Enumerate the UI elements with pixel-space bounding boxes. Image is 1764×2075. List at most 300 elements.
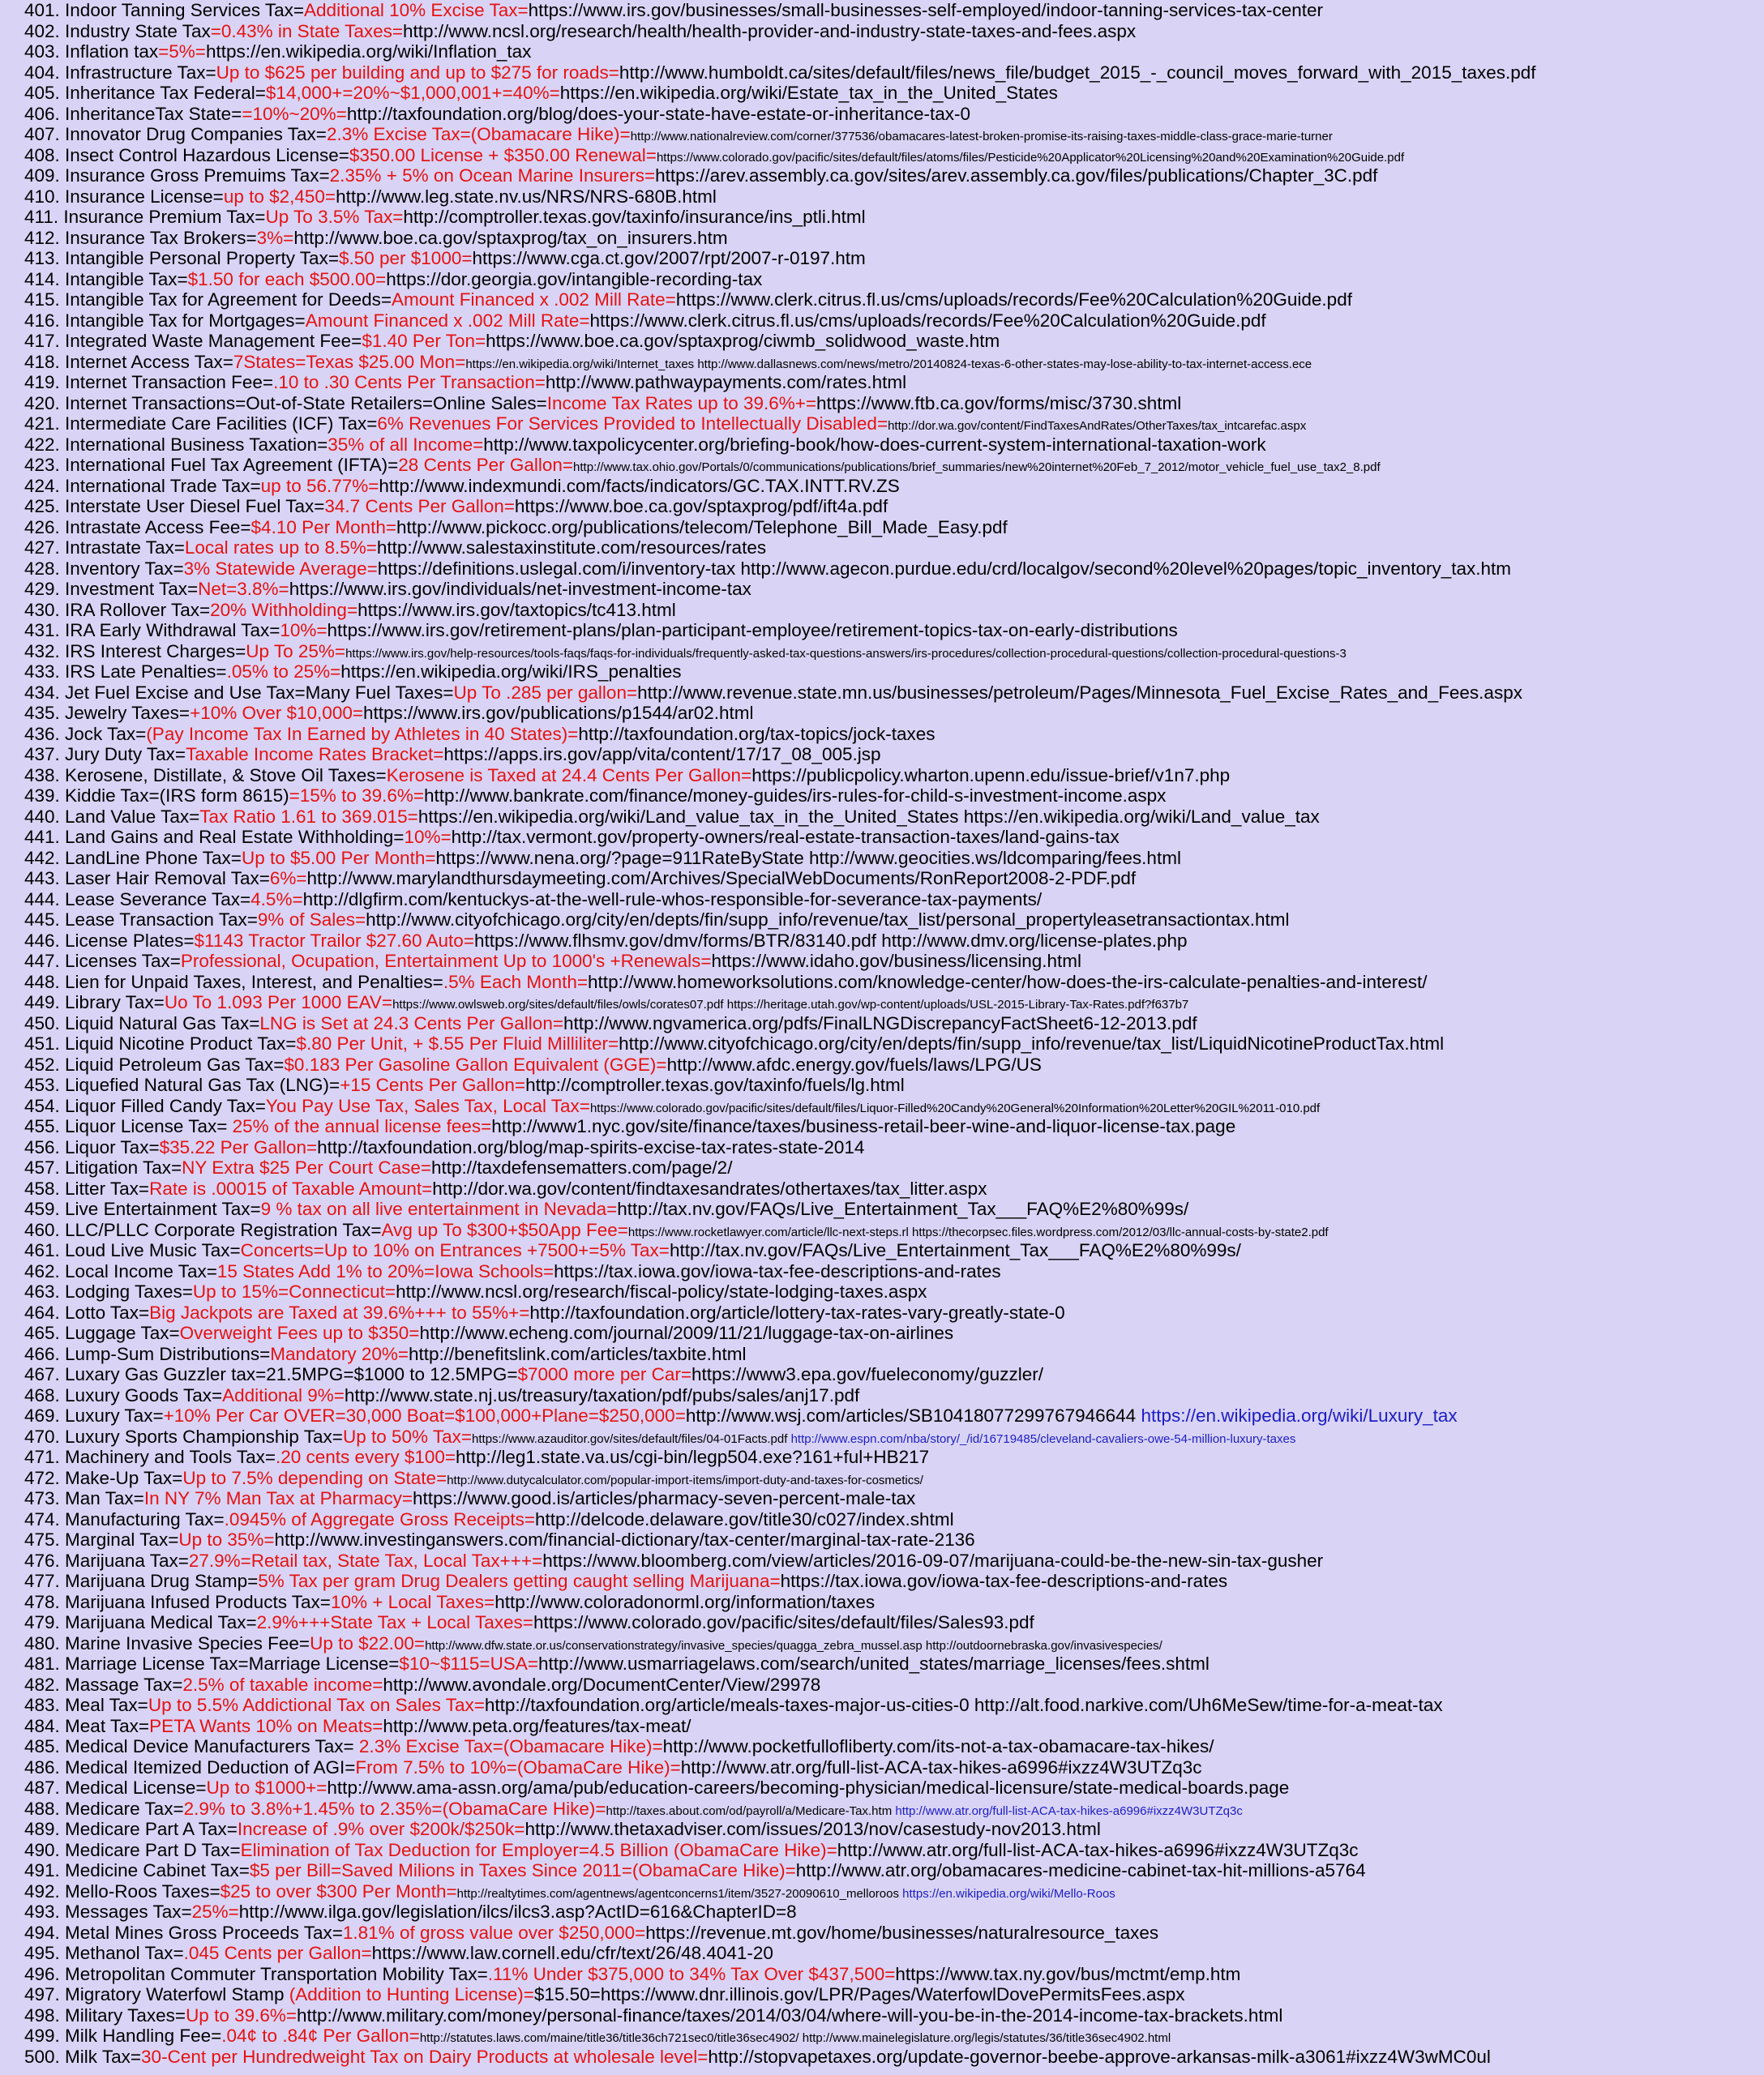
item-number: 474. — [24, 1508, 66, 1530]
item-number: 421. — [24, 413, 66, 434]
list-item — [24, 889, 1758, 910]
item-link[interactable]: http://tax.nv.gov/FAQs/Live_Entertainment_Tax___FAQ%E2%80%99s/ — [669, 1240, 1241, 1260]
item-rate: 2.35% + 5% on Ocean Marine Insurers= — [329, 165, 656, 186]
item-text: Local Income Tax= — [65, 1260, 217, 1281]
item-link[interactable]: http://www.espn.com/nba/story/_/id/16719485/cleveland-cavaliers-owe-54-million-luxury-taxes — [790, 1431, 1296, 1446]
list-item — [24, 1405, 1758, 1427]
item-link[interactable]: http://leg1.state.va.us/cgi-bin/legp504.exe?161+ful+HB217 — [456, 1447, 930, 1467]
item-text: Litigation Tax= — [65, 1157, 182, 1178]
item-rate: Local rates up to 8.5%= — [184, 537, 377, 558]
list-item — [24, 972, 1758, 993]
item-rate: Amount Financed x .002 Mill Rate= — [392, 289, 676, 310]
item-link[interactable]: http://www.bankrate.com/finance/money-guides/irs-rules-for-child-s-investment-income.aspx — [424, 785, 1167, 806]
item-rate: .11% Under $375,000 to 34% Tax Over $437,500= — [487, 1963, 896, 1984]
item-text: Marijuana Medical Tax= — [65, 1612, 257, 1632]
item-link[interactable]: https://www.tax.ny.gov/bus/mctmt/emp.htm — [895, 1963, 1241, 1984]
item-text: Investment Tax= — [65, 579, 199, 599]
item-rate: 25%= — [191, 1902, 239, 1922]
item-number: 449. — [24, 992, 66, 1012]
item-link[interactable]: http://www.marylandthursdaymeeting.com/Archives/SpecialWebDocuments/RonReport2008-2-PDF.pdf — [306, 868, 1137, 888]
item-link[interactable]: https://en.wikipedia.org/wiki/Internet_taxes http://www.dallasnews.com/news/metro/20140824-texas-6-other-states-may-lose-ability-to-tax-internet-access.ece — [465, 357, 1312, 371]
item-number: 489. — [24, 1819, 66, 1839]
item-link[interactable]: https://www.colorado.gov/pacific/sites/default/files/Sales93.pdf — [533, 1612, 1034, 1632]
item-text: Loud Live Music Tax= — [65, 1240, 241, 1260]
item-rate: +10% Over $10,000= — [190, 703, 363, 723]
item-link[interactable]: http://www.ama-assn.org/ama/pub/education-careers/becoming-physician/medical-licensure/state-medical-boards.page — [327, 1778, 1290, 1798]
item-link[interactable]: https://en.wikipedia.org/wiki/Inflation_tax — [205, 41, 532, 62]
item-link[interactable]: https://www.flhsmv.gov/dmv/forms/BTR/83140.pdf http://www.dmv.org/license-plates.php — [473, 930, 1188, 951]
item-number: 488. — [24, 1798, 66, 1819]
item-number: 472. — [24, 1467, 66, 1488]
item-number: 490. — [24, 1839, 66, 1860]
item-rate: 15 States Add 1% to 20%=Iowa Schools= — [216, 1260, 554, 1281]
item-rate: Up To 3.5% Tax= — [265, 207, 404, 227]
item-rate: up to $2,450= — [223, 186, 336, 207]
item-rate: In NY 7% Man Tax at Pharmacy= — [143, 1488, 413, 1508]
item-text: Jet Fuel Excise and Use Tax=Many Fuel Taxes= — [65, 682, 454, 703]
item-link[interactable]: http://tax.vermont.gov/property-owners/real-estate-transaction-taxes/land-gains-tax — [451, 827, 1120, 847]
item-rate: NY Extra $25 Per Court Case= — [182, 1157, 431, 1178]
item-rate: 6%= — [269, 868, 307, 888]
item-number: 435. — [24, 703, 66, 723]
item-number: 485. — [24, 1736, 66, 1756]
item-number: 468. — [24, 1384, 66, 1405]
item-link[interactable]: http://www.state.nj.us/treasury/taxation/pdf/pubs/sales/anj17.pdf — [344, 1384, 860, 1405]
item-rate: 2.5% of taxable income= — [182, 1674, 383, 1695]
item-number: 455. — [24, 1116, 66, 1136]
list-item — [24, 1964, 1758, 1985]
item-text: Lump-Sum Distributions= — [65, 1343, 271, 1364]
item-number: 403. — [24, 41, 66, 62]
list-item — [24, 1902, 1758, 1923]
item-link[interactable]: http://realtytimes.com/agentnews/agentconcerns1/item/3527-20090610_melloroos — [456, 1886, 903, 1901]
item-number: 454. — [24, 1095, 66, 1116]
item-text: Licenses Tax= — [65, 951, 181, 971]
item-link[interactable]: https://www.law.cornell.edu/cfr/text/26/48.4041-20 — [371, 1943, 773, 1963]
item-link[interactable]: http://dor.wa.gov/content/FindTaxesAndRates/OtherTaxes/tax_intcarefac.aspx — [888, 419, 1307, 433]
item-text: International Fuel Tax Agreement (IFTA)= — [65, 455, 399, 475]
item-link[interactable]: https://www.clerk.citrus.fl.us/cms/uploads/records/Fee%20Calculation%20Guide.pdf — [675, 289, 1352, 310]
item-rate: Concerts=Up to 10% on Entrances +7500+=5% Tax= — [240, 1240, 670, 1260]
item-rate: 2.9% to 3.8%+1.45% to 2.35%=(ObamaCare Hike)= — [183, 1798, 606, 1819]
item-rate: 25% of the annual license fees= — [227, 1116, 492, 1136]
item-number: 442. — [24, 847, 66, 868]
item-link[interactable]: https://www.idaho.gov/business/licensing.html — [711, 951, 1082, 971]
item-text: Make-Up Tax= — [65, 1467, 183, 1488]
list-item — [24, 868, 1758, 889]
item-text: IRS Interest Charges= — [65, 640, 246, 661]
list-item — [24, 1551, 1758, 1572]
item-link[interactable]: http://www.military.com/money/personal-finance/taxes/2014/03/04/where-will-you-be-in-the-2014-income-tax-brackets.html — [297, 2004, 1283, 2026]
item-number: 493. — [24, 1902, 66, 1922]
item-number: 406. — [24, 103, 66, 124]
item-link[interactable]: http://www.humboldt.ca/sites/default/files/news_file/budget_2015_-_council_moves_forward_with_2015_taxes.pdf — [619, 62, 1536, 83]
item-number: 470. — [24, 1426, 66, 1447]
item-link[interactable]: http://taxfoundation.org/blog/map-spirits-excise-tax-rates-state-2014 — [317, 1136, 865, 1157]
item-rate: 3% Statewide Average= — [183, 558, 378, 579]
item-rate: Professional, Ocupation, Entertainment Up to 1000's +Renewals= — [180, 951, 712, 971]
item-text: Laser Hair Removal Tax= — [65, 868, 270, 888]
list-item — [24, 1033, 1758, 1055]
item-text: Land Value Tax= — [65, 806, 200, 827]
item-link[interactable]: http://taxfoundation.org/article/lottery-tax-rates-vary-greatly-state-0 — [529, 1302, 1065, 1323]
item-number: 500. — [24, 2046, 66, 2067]
item-link[interactable]: https://en.wikipedia.org/wiki/Mello-Roos — [902, 1886, 1115, 1901]
list-item — [24, 2005, 1758, 2026]
item-number: 420. — [24, 392, 66, 413]
item-link[interactable]: http://www.revenue.state.mn.us/businesses/petroleum/Pages/Minnesota_Fuel_Excise_Rates_and_Fees.aspx — [637, 682, 1522, 703]
item-number: 461. — [24, 1240, 66, 1260]
item-rate: $25 to over $300 Per Month= — [220, 1880, 457, 1902]
list-item — [24, 331, 1758, 352]
item-link[interactable]: https://tax.iowa.gov/iowa-tax-fee-descriptions-and-rates — [554, 1260, 1001, 1281]
item-link[interactable]: https://arev.assembly.ca.gov/sites/arev.assembly.ca.gov/files/publications/Chapter_3C.pdf — [655, 165, 1378, 186]
item-link[interactable]: http://taxfoundation.org/blog/does-your-state-have-estate-or-inheritance-tax-0 — [346, 103, 970, 124]
list-item — [24, 1055, 1758, 1076]
item-rate: 30-Cent per Hundredweight Tax on Dairy Products at wholesale level= — [141, 2046, 709, 2067]
item-link[interactable]: http://comptroller.texas.gov/taxinfo/fuels/lg.html — [525, 1075, 905, 1095]
item-text: Marine Invasive Species Fee= — [65, 1632, 310, 1654]
item-link[interactable]: http://comptroller.texas.gov/taxinfo/insurance/ins_ptli.html — [403, 207, 866, 227]
item-rate: =10%~20%= — [242, 103, 347, 124]
list-item — [24, 1364, 1758, 1385]
item-link[interactable]: https://www.boe.ca.gov/sptaxprog/pdf/ift4a.pdf — [514, 496, 888, 516]
item-number: 423. — [24, 455, 66, 475]
item-link[interactable]: http://www.dfw.state.or.us/conservationstrategy/invasive_species/quagga_zebra_mussel.asp http://outdoornebraska.gov/invasivespecies/ — [425, 1638, 1162, 1653]
item-number: 404. — [24, 62, 66, 83]
item-rate: 27.9%=Retail tax, State Tax, Local Tax+++= — [188, 1550, 543, 1571]
item-rate: Up to $1000+= — [206, 1778, 328, 1798]
list-item — [24, 992, 1758, 1013]
item-rate: 1.81% of gross value over $250,000= — [342, 1922, 646, 1943]
item-number: 464. — [24, 1302, 66, 1323]
item-text: Internet Transactions=Out-of-State Retailers=Online Sales= — [65, 392, 547, 413]
item-link[interactable]: http://www.ncsl.org/research/health/health-provider-and-industry-state-taxes-and-fees.aspx — [402, 20, 1137, 41]
item-rate: +10% Per Car OVER=30,000 Boat=$100,000+Plane=$250,000= — [163, 1405, 686, 1426]
item-text: Jury Duty Tax= — [65, 744, 186, 764]
item-link[interactable]: https://www.bloomberg.com/view/articles/2016-09-07/marijuana-could-be-the-new-sin-tax-gusher — [542, 1550, 1324, 1571]
item-rate: Up to 50% Tax= — [342, 1426, 473, 1447]
list-item — [24, 1840, 1758, 1861]
item-number: 405. — [24, 83, 66, 103]
item-link[interactable]: http://delcode.delaware.gov/title30/c027/index.shtml — [535, 1508, 954, 1530]
item-link[interactable]: http://www.investinganswers.com/financial-dictionary/tax-center/marginal-tax-rate-2136 — [274, 1530, 975, 1550]
item-rate: $10~$115=USA= — [399, 1654, 538, 1674]
item-link[interactable]: http://tax.nv.gov/FAQs/Live_Entertainment_Tax___FAQ%E2%80%99s/ — [617, 1199, 1189, 1219]
item-link[interactable]: https://tax.iowa.gov/iowa-tax-fee-descriptions-and-rates — [780, 1571, 1228, 1591]
item-number: 456. — [24, 1136, 66, 1157]
item-rate: $7000 more per Car= — [517, 1364, 691, 1384]
item-link[interactable]: http://www.usmarriagelaws.com/search/united_states/marriage_licenses/fees.shtml — [537, 1654, 1210, 1674]
item-text: Jock Tax= — [65, 723, 147, 744]
item-rate: Mandatory 20%= — [270, 1343, 409, 1364]
item-link[interactable]: http://www.taxpolicycenter.org/briefing-book/how-does-current-system-international-taxation-work — [483, 434, 1266, 455]
item-link[interactable]: http://www.avondale.org/DocumentCenter/View/29978 — [383, 1674, 821, 1695]
item-link[interactable]: https://en.wikipedia.org/wiki/Land_value_tax_in_the_United_States https://en.wikipedia.org/wiki/Land_value_tax — [417, 806, 1320, 827]
list-item — [24, 2026, 1758, 2047]
list-item — [24, 1427, 1758, 1448]
item-rate: =15% to 39.6%= — [289, 785, 425, 806]
item-link[interactable]: http://www.leg.state.nv.us/NRS/NRS-680B.html — [336, 186, 717, 207]
list-item — [24, 600, 1758, 621]
item-text: Kerosene, Distillate, & Stove Oil Taxes= — [65, 764, 387, 785]
item-rate: $4.10 Per Month= — [250, 516, 397, 537]
item-link[interactable]: http://www.echeng.com/journal/2009/11/21/luggage-tax-on-airlines — [419, 1323, 954, 1343]
item-text: Litter Tax= — [65, 1178, 150, 1199]
item-link[interactable]: http://dlgfirm.com/kentuckys-at-the-well-rule-whos-responsible-for-severance-tax-payments/ — [302, 888, 1043, 909]
item-link[interactable]: https://www.irs.gov/individuals/net-investment-income-tax — [289, 579, 751, 599]
item-number: 441. — [24, 827, 66, 847]
item-link[interactable]: https://www.irs.gov/publications/p1544/ar02.html — [362, 703, 754, 723]
item-number: 444. — [24, 888, 66, 909]
item-link[interactable]: https://www.boe.ca.gov/sptaxprog/ciwmb_solidwood_waste.htm — [486, 331, 1000, 351]
item-text: Lease Severance Tax= — [65, 888, 251, 909]
item-rate: Up to 35%= — [178, 1530, 275, 1550]
item-link[interactable]: http://www.cityofchicago.org/city/en/depts/fin/supp_info/revenue/tax_list/personal_propertyleasetransactiontax.html — [366, 909, 1290, 930]
item-text: Luxury Goods Tax= — [65, 1384, 223, 1405]
item-number: 462. — [24, 1260, 66, 1281]
item-rate: $1143 Tractor Trailor $27.60 Auto= — [194, 930, 474, 951]
item-link[interactable]: http://www.indexmundi.com/facts/indicators/GC.TAX.INTT.RV.ZS — [379, 475, 900, 496]
item-rate: .0945% of Aggregate Gross Receipts= — [224, 1508, 535, 1530]
list-item — [24, 207, 1758, 228]
item-link[interactable]: https://www.irs.gov/taxtopics/tc413.html — [358, 599, 676, 620]
list-item — [24, 682, 1758, 704]
item-link[interactable]: https://www.owlsweb.org/sites/default/files/owls/corates07.pdf https://heritage.utah.gov/wp-content/uploads/USL-2015-Library-Tax-Rates.pdf?f637b7 — [392, 998, 1189, 1012]
item-number: 436. — [24, 723, 66, 744]
item-rate: Kerosene is Taxed at 24.4 Cents Per Gallon= — [386, 764, 752, 785]
item-number: 466. — [24, 1343, 66, 1364]
item-number: 478. — [24, 1591, 66, 1612]
item-link[interactable]: http://www.atr.org/full-list-ACA-tax-hikes-a6996#ixzz4W3UTZq3c — [680, 1756, 1202, 1778]
item-link[interactable]: https://www.irs.gov/help-resources/tools-faqs/faqs-for-individuals/frequently-asked-tax-questions-answers/irs-procedures/collection-procedural-questions/collection-procedural-questions-3 — [345, 646, 1347, 661]
item-link[interactable]: http://www.coloradonorml.org/information/taxes — [495, 1591, 876, 1612]
list-item — [24, 744, 1758, 765]
item-text: Liquor Filled Candy Tax= — [65, 1095, 266, 1116]
item-link[interactable]: https://www.cga.ct.gov/2007/rpt/2007-r-0197.htm — [472, 248, 866, 268]
item-number: 425. — [24, 496, 66, 516]
list-item — [24, 352, 1758, 373]
list-item — [24, 455, 1758, 476]
list-item — [24, 1612, 1758, 1633]
item-text: Medicare Part D Tax= — [65, 1839, 241, 1860]
item-link[interactable]: http://taxes.about.com/od/payroll/a/Medicare-Tax.htm — [606, 1803, 896, 1818]
item-link[interactable]: https://en.wikipedia.org/wiki/IRS_penalties — [340, 661, 682, 682]
list-item — [24, 1654, 1758, 1675]
item-link[interactable]: http://www.pocketfullofliberty.com/its-not-a-tax-obamacare-tax-hikes/ — [662, 1736, 1214, 1756]
item-rate: Income Tax Rates up to 39.6%+= — [546, 392, 817, 413]
item-link[interactable]: http://dor.wa.gov/content/findtaxesandrates/othertaxes/tax_litter.aspx — [432, 1178, 987, 1199]
item-link[interactable]: https://en.wikipedia.org/wiki/Luxury_tax — [1141, 1405, 1458, 1426]
item-text: Jewelry Taxes= — [65, 703, 191, 723]
item-link[interactable]: http://www.ilga.gov/legislation/ilcs/ilcs3.asp?ActID=616&ChapterID=8 — [238, 1902, 797, 1922]
item-link[interactable]: http://www.nationalreview.com/corner/377536/obamacares-latest-broken-promise-its-raising-taxes-middle-class-grace-marie-turner — [630, 130, 1333, 143]
item-text: Internet Transaction Fee= — [65, 372, 274, 392]
item-text: Milk Tax= — [65, 2046, 142, 2067]
item-link[interactable]: http://www.pickocc.org/publications/telecom/Telephone_Bill_Made_Easy.pdf — [396, 516, 1008, 537]
item-number: 432. — [24, 640, 66, 661]
item-number: 412. — [24, 227, 66, 248]
item-number: 434. — [24, 682, 66, 703]
item-link[interactable]: https://publicpolicy.wharton.upenn.edu/issue-brief/v1n7.php — [751, 764, 1231, 785]
item-text: IRA Early Withdrawal Tax= — [65, 620, 280, 640]
item-link[interactable]: https://www.ftb.ca.gov/forms/misc/3730.shtml — [816, 392, 1182, 413]
item-link[interactable]: https://www.clerk.citrus.fl.us/cms/uploads/records/Fee%20Calculation%20Guide.pdf — [589, 310, 1266, 331]
item-text: Liquor Tax= — [65, 1136, 160, 1157]
item-link[interactable]: http://www.afdc.energy.gov/fuels/laws/LPG/US — [666, 1054, 1042, 1075]
item-link[interactable]: http://www1.nyc.gov/site/finance/taxes/business-retail-beer-wine-and-liquor-license-tax.page — [491, 1116, 1236, 1136]
item-link[interactable]: http://www.pathwaypayments.com/rates.html — [545, 372, 907, 392]
item-text: Integrated Waste Management Fee= — [65, 331, 362, 351]
item-rate: $5 per Bill=Saved Milions in Taxes Since 2011=(ObamaCare Hike)= — [249, 1860, 796, 1880]
item-link[interactable]: https://dor.georgia.gov/intangible-recording-tax — [386, 268, 763, 289]
item-number: 457. — [24, 1157, 66, 1178]
item-text: Liquefied Natural Gas Tax (LNG)= — [65, 1075, 340, 1095]
item-rate: 20% Withholding= — [210, 599, 358, 620]
item-link[interactable]: https://revenue.mt.gov/home/businesses/naturalresource_taxes — [645, 1922, 1159, 1943]
item-rate: +15 Cents Per Gallon= — [340, 1075, 526, 1095]
item-rate: Net=3.8%= — [198, 579, 289, 599]
list-item — [24, 1509, 1758, 1530]
item-link[interactable]: http://www.tax.ohio.gov/Portals/0/communications/publications/brief_summaries/new%20internet%20Feb_7_2012/motor_vehicle_fuel_use_tax2_8.pdf — [573, 460, 1381, 474]
item-text: Massage Tax= — [65, 1674, 183, 1695]
list-item — [24, 1137, 1758, 1158]
item-number: 451. — [24, 1033, 66, 1054]
list-item — [24, 228, 1758, 249]
item-link[interactable]: http://www.boe.ca.gov/sptaxprog/tax_on_insurers.htm — [293, 227, 728, 248]
item-link[interactable]: https://definitions.uslegal.com/i/inventory-tax http://www.agecon.purdue.edu/crd/localgov/second%20level%20pages/topic_inventory_tax.htm — [377, 558, 1512, 579]
item-number: 446. — [24, 930, 66, 951]
item-link[interactable]: http://benefitslink.com/articles/taxbite.html — [409, 1343, 747, 1364]
item-rate: Up To 25%= — [246, 640, 346, 661]
list-item — [24, 1984, 1758, 2005]
item-text: Land Gains and Real Estate Withholding= — [65, 827, 405, 847]
list-item — [24, 434, 1758, 456]
item-number: 402. — [24, 20, 66, 41]
item-link[interactable]: http://www.cityofchicago.org/city/en/depts/fin/supp_info/revenue/tax_list/LiquidNicotineProductTax.html — [619, 1033, 1445, 1054]
item-rate: $0.183 Per Gasoline Gallon Equivalent (GGE)= — [284, 1054, 667, 1075]
item-number: 494. — [24, 1922, 66, 1943]
list-item — [24, 41, 1758, 62]
list-item — [24, 1675, 1758, 1696]
item-link[interactable]: https://www.irs.gov/businesses/small-businesses-self-employed/indoor-tanning-services-tax-center — [528, 0, 1324, 20]
list-item — [24, 1736, 1758, 1757]
list-item — [24, 145, 1758, 166]
item-link[interactable]: https://www.nena.org/?page=911RateByState http://www.geocities.ws/ldcomparing/fees.html — [435, 847, 1181, 868]
item-number: 440. — [24, 806, 66, 827]
item-link[interactable]: https://www3.epa.gov/fueleconomy/guzzler/ — [691, 1364, 1043, 1384]
item-text: Intangible Tax for Mortgages= — [65, 310, 306, 331]
item-text: Inheritance Tax Federal= — [65, 83, 266, 103]
item-link[interactable]: http://www.ncsl.org/research/fiscal-policy/state-lodging-taxes.aspx — [396, 1281, 927, 1302]
list-item — [24, 186, 1758, 208]
item-link[interactable]: https://en.wikipedia.org/wiki/Estate_tax_in_the_United_States — [559, 83, 1058, 103]
list-item — [24, 1344, 1758, 1365]
item-rate: 9 % tax on all live entertainment in Nevada= — [260, 1199, 618, 1219]
item-rate: 6% Revenues For Services Provided to Intellectually Disabled= — [377, 413, 888, 434]
item-number: 484. — [24, 1715, 66, 1736]
item-text: Industry State Tax — [65, 20, 211, 41]
list-item — [24, 413, 1758, 434]
item-link[interactable]: https://www.rocketlawyer.com/article/llc-next-steps.rl https://thecorpsec.files.wordpress.com/2012/03/llc-annual-costs-by-state2.pdf — [627, 1225, 1329, 1239]
item-link[interactable]: http://taxfoundation.org/tax-topics/jock-taxes — [578, 723, 936, 744]
list-item — [24, 1385, 1758, 1406]
item-link[interactable]: http://www.atr.org/full-list-ACA-tax-hikes-a6996#ixzz4W3UTZq3c — [895, 1803, 1243, 1818]
item-number: 469. — [24, 1405, 66, 1426]
item-number: 482. — [24, 1674, 66, 1695]
item-link[interactable]: http://www.homeworksolutions.com/knowledge-center/how-does-the-irs-calculate-penalties-and-interest/ — [588, 971, 1428, 992]
list-item — [24, 951, 1758, 972]
list-item — [24, 1199, 1758, 1220]
item-link[interactable]: http://www.dutycalculator.com/popular-import-items/import-duty-and-taxes-for-cosmetics/ — [447, 1473, 923, 1487]
item-text: Metropolitan Commuter Transportation Mobility Tax= — [65, 1963, 488, 1984]
list-item — [24, 83, 1758, 104]
list-item — [24, 269, 1758, 290]
item-link[interactable]: http://statutes.laws.com/maine/title36/title36ch721sec0/title36sec4902/ http://www.mainelegislature.org/legis/statutes/36/title36sec4902.html — [419, 2031, 1171, 2045]
item-link[interactable]: http://www.thetaxadviser.com/issues/2013/nov/casestudy-nov2013.html — [524, 1819, 1101, 1839]
item-text: Insurance Premium Tax= — [63, 207, 266, 227]
item-rate: .20 cents every $100= — [276, 1447, 456, 1467]
list-item — [24, 661, 1758, 682]
item-rate: Amount Financed x .002 Mill Rate= — [305, 310, 590, 331]
item-number: 453. — [24, 1075, 66, 1095]
item-text: Medicine Cabinet Tax= — [65, 1860, 250, 1880]
item-link[interactable]: https://www.colorado.gov/pacific/sites/default/files/Liquor-Filled%20Candy%20General%20Information%20Letter%20GIL%2011-010.pdf — [589, 1101, 1321, 1115]
item-number: 465. — [24, 1323, 66, 1343]
item-link[interactable]: http://taxfoundation.org/article/meals-taxes-major-us-cities-0 http://alt.food.narkive.com/Uh6MeSew/time-for-a-meat-tax — [484, 1695, 1443, 1715]
item-number: 495. — [24, 1943, 66, 1963]
list-item — [24, 21, 1758, 42]
item-number: 429. — [24, 579, 66, 599]
item-link[interactable]: https://www.azauditor.gov/sites/default/files/04-01Facts.pdf — [472, 1431, 791, 1446]
item-link[interactable]: https://www.good.is/articles/pharmacy-seven-percent-male-tax — [413, 1488, 916, 1508]
item-text: Messages Tax= — [65, 1902, 192, 1922]
item-link[interactable]: http://www.wsj.com/articles/SB10418077299767946644 — [685, 1405, 1141, 1426]
item-text: Lodging Taxes= — [65, 1281, 193, 1302]
item-link[interactable]: http://stopvapetaxes.org/update-governor-beebe-approve-arkansas-milk-a3061#ixzz4W3wMC0ul — [708, 2046, 1491, 2067]
list-item — [24, 0, 1758, 21]
item-rate: =0.43% in State Taxes= — [210, 20, 403, 41]
item-number: 411. — [24, 207, 64, 227]
item-number: 458. — [24, 1178, 66, 1199]
item-link[interactable]: http://www.salestaxinstitute.com/resources/rates — [376, 537, 767, 558]
item-text: Marriage License Tax=Marriage License= — [65, 1654, 400, 1674]
item-number: 407. — [24, 124, 66, 144]
item-text: InheritanceTax State= — [65, 103, 242, 124]
item-number: 471. — [24, 1447, 66, 1467]
item-number: 491. — [24, 1860, 66, 1880]
item-link[interactable]: http://www.ngvamerica.org/pdfs/FinalLNGDiscrepancyFactSheet6-12-2013.pdf — [563, 1012, 1197, 1033]
item-number: 463. — [24, 1281, 66, 1302]
item-link[interactable]: http://www.atr.org/full-list-ACA-tax-hikes-a6996#ixzz4W3UTZq3c — [837, 1839, 1359, 1860]
list-item — [24, 1468, 1758, 1489]
item-link[interactable]: http://www.atr.org/obamacares-medicine-cabinet-tax-hit-millions-a5764 — [795, 1860, 1366, 1880]
item-link[interactable]: https://www.irs.gov/retirement-plans/plan-participant-employee/retirement-topics-tax-on-early-distributions — [327, 620, 1178, 640]
item-rate: Overweight Fees up to $350= — [179, 1323, 420, 1343]
item-text: Indoor Tanning Services Tax= — [65, 0, 305, 20]
item-number: 443. — [24, 868, 66, 888]
list-item — [24, 393, 1758, 414]
item-link[interactable]: https://apps.irs.gov/app/vita/content/17/17_08_005.jsp — [443, 744, 881, 764]
item-link[interactable]: https://www.colorado.gov/pacific/sites/default/files/atoms/files/Pesticide%20Applicator%20Licensing%20and%20Examination%20Guide.pdf — [656, 150, 1405, 165]
item-text: International Business Taxation= — [65, 434, 328, 455]
item-number: 408. — [24, 144, 66, 165]
item-rate: Additional 9%= — [222, 1384, 345, 1405]
list-item — [24, 641, 1758, 662]
item-text: Luggage Tax= — [65, 1323, 180, 1343]
item-link[interactable]: http://taxdefensematters.com/page/2/ — [430, 1157, 733, 1178]
item-link[interactable]: http://www.peta.org/features/tax-meat/ — [383, 1715, 691, 1736]
